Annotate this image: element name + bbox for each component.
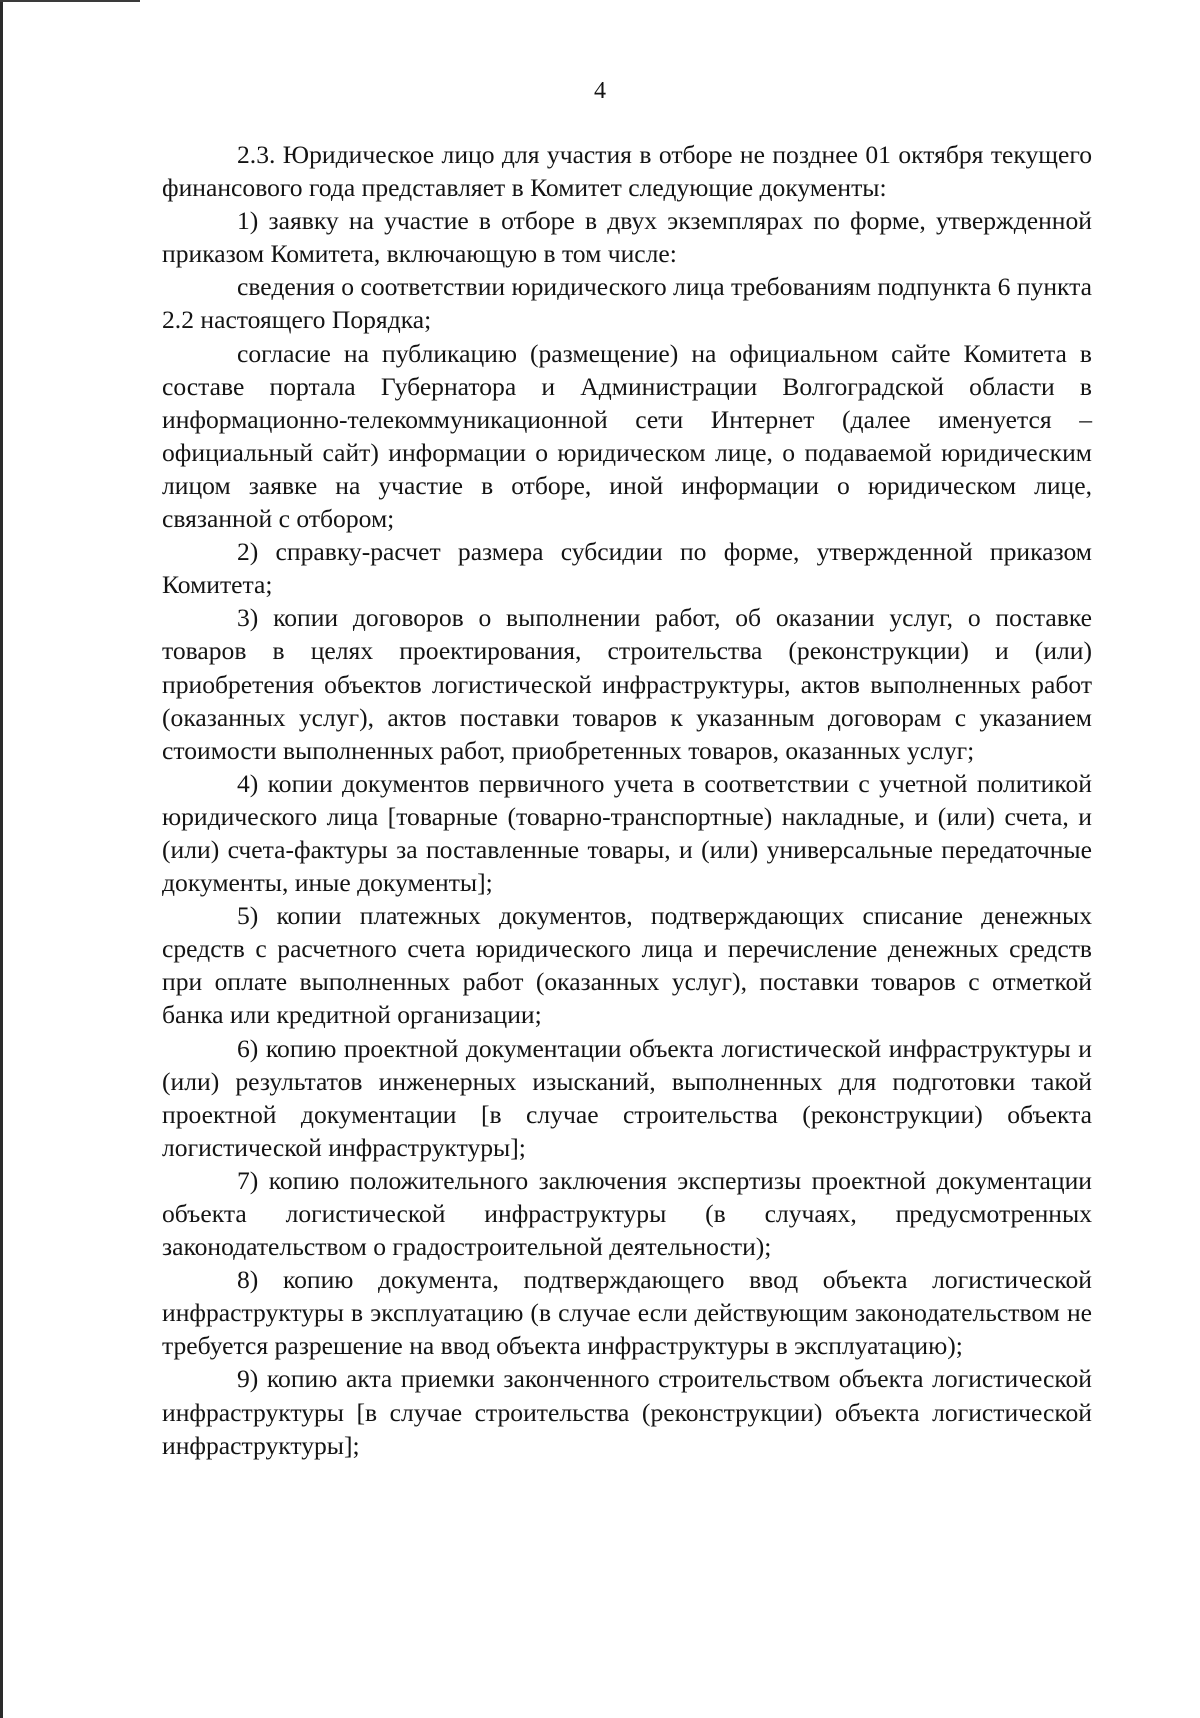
- paragraph-item-1: 1) заявку на участие в отборе в двух экземплярах по форме, утвержденной приказом Комитета, включающую в том числе:: [162, 206, 1092, 269]
- paragraph-item-1-consent: согласие на публикацию (размещение) на официальном сайте Комитета в составе портала Губернатора и Администрации Волгоградской области в информационно-телекоммуникационной сети Интернет (далее именуется – официальный сайт) информации о юридическом лице, о подаваемой юридическим лицом заявке на участие в отборе, иной информации о юридическом лице, связанной с отбором;: [162, 338, 1092, 534]
- paragraph-item-4: 4) копии документов первичного учета в соответствии с учетной политикой юридического лица [товарные (товарно-транспортные) накладные, и (или) счета, и (или) счета-фактуры за поставленные товары, и (или) универсальные передаточные документы, иные документы];: [162, 768, 1092, 898]
- paragraph-item-1-info: сведения о соответствии юридического лица требованиям подпункта 6 пункта 2.2 настоящего Порядка;: [162, 272, 1092, 335]
- paragraph-2-3: 2.3. Юридическое лицо для участия в отборе не позднее 01 октября текущего финансового года представляет в Комитет следующие документы:: [162, 140, 1092, 203]
- paragraph-item-2: 2) справку-расчет размера субсидии по форме, утвержденной приказом Комитета;: [162, 537, 1092, 600]
- page-number: 4: [594, 78, 606, 104]
- paragraph-item-3: 3) копии договоров о выполнении работ, об оказании услуг, о поставке товаров в целях проектирования, строительства (реконструкции) и (или) приобретения объектов логистической инфраструктуры, актов выполненных работ (оказанных услуг), актов поставки товаров к указанным договорам с указанием стоимости выполненных работ, приобретенных товаров, оказанных услуг;: [162, 603, 1092, 765]
- paragraph-item-9: 9) копию акта приемки законченного строительством объекта логистической инфраструктуры [в случае строительства (реконструкции) объекта логистической инфраструктуры];: [162, 1364, 1092, 1460]
- scan-left-edge: [0, 0, 3, 1718]
- paragraph-item-5: 5) копии платежных документов, подтверждающих списание денежных средств с расчетного счета юридического лица и перечисление денежных средств при оплате выполненных работ (оказанных услуг), поставки товаров с отметкой банка или кредитной организации;: [162, 901, 1092, 1030]
- document-body: [162, 138, 1092, 1462]
- paragraph-item-8: 8) копию документа, подтверждающего ввод объекта логистической инфраструктуры в эксплуатацию (в случае если действующим законодательством не требуется разрешение на ввод объекта инфраструктуры в эксплуатацию);: [162, 1265, 1092, 1361]
- paragraph-item-6: 6) копию проектной документации объекта логистической инфраструктуры и (или) результатов инженерных изысканий, выполненных для подготовки такой проектной документации [в случае строительства (реконструкции) объекта логистической инфраструктуры];: [162, 1033, 1092, 1162]
- paragraph-item-7: 7) копию положительного заключения экспертизы проектной документации объекта логистической инфраструктуры (в случаях, предусмотренных законодательством о градостроительной деятельности);: [162, 1165, 1092, 1262]
- scan-top-mark: [0, 0, 140, 2]
